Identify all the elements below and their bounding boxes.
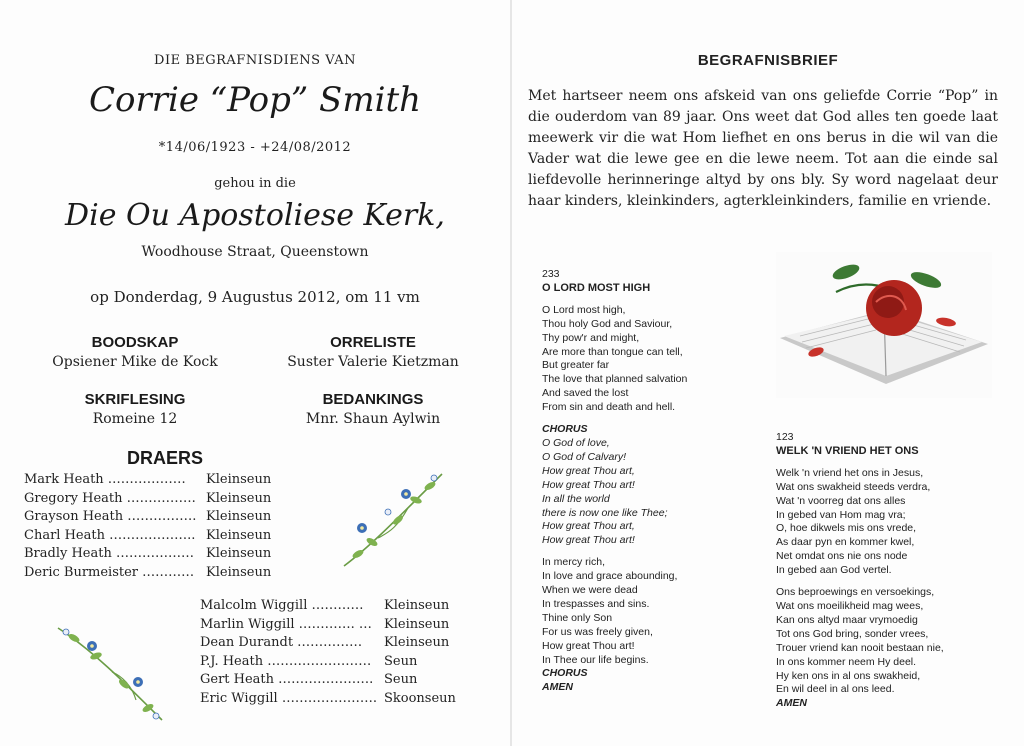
hymn-line: Thy pow'r and might, [542, 331, 640, 344]
rose-on-bible-icon [776, 252, 992, 398]
bearer-relation: Seun [384, 653, 418, 669]
letter-body: Met hartseer neem ons afskeid van ons geliefde Corrie “Pop” in die ouderdom van 89 jaar. Ons weet dat God alles ten goede laat meewerk vir die wat Hom liefhet en ons berus in die wil van die Vader wat die lewe gee en die lewe neem. Tot aan die einde sal liefdevolle herinneringe altyd by ons bly. Sy word nagelaat deur haar kinders, kleinkinders, agterkleinkinders, familie en vriende. [528, 88, 998, 209]
held-in-text: gehou in die [214, 176, 296, 191]
amen-label: AMEN [542, 681, 573, 694]
hymn-title: WELK 'N VRIEND HET ONS [776, 444, 919, 457]
hymn-number: 233 [542, 268, 560, 280]
hymn-line: O God of love, [542, 436, 610, 449]
hymn-line: Wat ons swakheid steeds verdra, [776, 480, 931, 493]
hymn-233 [542, 268, 687, 695]
bearer-row [200, 654, 456, 673]
hymn-line: When we were dead [542, 584, 638, 597]
hymn-line: In love and grace abounding, [542, 570, 678, 583]
bearer-relation: Kleinseun [206, 546, 272, 561]
bearer-relation: Kleinseun [206, 527, 272, 543]
role-title: ORRELISTE [330, 334, 416, 351]
hymn-line: And saved the lost [542, 387, 629, 400]
church-name: Die Ou Apostoliese Kerk, [65, 198, 445, 233]
hymn-line: O God of Calvary! [542, 450, 627, 463]
bearer-row [200, 672, 456, 691]
role-scripture [20, 391, 250, 427]
deceased-name: Corrie “Pop” Smith [88, 80, 422, 120]
bearer-row [24, 565, 271, 584]
bearer-relation: Seun [384, 672, 418, 687]
hymn-line: Kan ons altyd maar vrymoedig [776, 613, 918, 626]
hymn-line: As daar pyn en kommer kwel, [776, 536, 915, 549]
bearer-row [200, 598, 456, 617]
hymn-line: In trespasses and sins. [542, 597, 650, 610]
hymn-line: In ons kommer neem Hy deel. [776, 655, 917, 668]
bearer-relation: Kleinseun [206, 472, 272, 487]
bearer-row [24, 472, 271, 491]
bearer-name: Dean Durandt …………… [200, 635, 363, 650]
hymn-line: Net omdat ons nie ons node [776, 550, 908, 563]
hymn-123 [776, 431, 944, 711]
hymn-line: How great Thou art, [542, 520, 635, 533]
bearer-name: Mark Heath ……………… [24, 472, 186, 487]
hymn-line: In mercy rich, [542, 556, 606, 569]
role-value: Suster Valerie Kietzman [287, 354, 459, 370]
hymn-line: The love that planned salvation [542, 373, 688, 386]
bearer-name: Deric Burmeister ………… [24, 564, 195, 580]
bearer-row [200, 635, 456, 654]
bearer-name: Malcolm Wiggill ………… [200, 598, 364, 613]
chorus-label: CHORUS [542, 667, 588, 680]
hymn-line: Are more than tongue can tell, [542, 345, 683, 358]
hymn-line: In Thee our life begins. [542, 653, 649, 666]
hymn-title: O LORD MOST HIGH [542, 281, 651, 294]
hymn-line: Wat ons moeilikheid mag wees, [776, 599, 924, 612]
hymn-line: Tot ons God bring, sonder vrees, [776, 627, 929, 640]
bearer-name: P.J. Heath …………………… [200, 653, 372, 669]
church-address: Woodhouse Straat, Queenstown [141, 244, 369, 260]
bearer-name: Gregory Heath ……………. [24, 490, 196, 506]
bearer-row [200, 617, 456, 636]
flower-sprig-icon [338, 468, 450, 572]
role-thanks [258, 391, 488, 427]
hymn-line: Thou holy God and Saviour, [542, 317, 673, 330]
bearers-list-left [24, 472, 271, 583]
bearer-relation: Skoonseun [384, 690, 456, 706]
hymn-line: From sin and death and hell. [542, 401, 676, 414]
bearer-relation: Kleinseun [206, 490, 272, 506]
chorus-label: CHORUS [542, 423, 588, 436]
hymn-line: Wat 'n voorreg dat ons alles [776, 494, 906, 507]
bearer-row [24, 546, 271, 565]
bearer-name: Bradly Heath ……………… [24, 546, 194, 561]
bearer-relation: Kleinseun [384, 598, 450, 613]
service-heading: DIE BEGRAFNISDIENS VAN [154, 53, 356, 68]
role-value: Opsiener Mike de Kock [52, 354, 218, 370]
bearer-row [24, 491, 271, 510]
hymn-line: Welk 'n vriend het ons in Jesus, [776, 466, 924, 479]
role-value: Romeine 12 [92, 411, 178, 427]
bearers-title: DRAERS [126, 448, 203, 468]
service-datetime: op Donderdag, 9 Augustus 2012, om 11 vm [90, 288, 420, 306]
hymn-line: there is now one like Thee; [542, 506, 668, 519]
letter-title: BEGRAFNISBRIEF [697, 52, 839, 69]
bearers-list-right [200, 598, 456, 709]
hymn-line: In gebed van Hom mag vra; [776, 508, 906, 521]
hymn-line: How great Thou art! [542, 639, 635, 652]
hymn-line: In gebed aan God vertel. [776, 564, 892, 577]
role-organist [258, 334, 488, 370]
hymn-line: For us was freely given, [542, 625, 653, 638]
hymn-line: How great Thou art, [542, 464, 635, 477]
hymn-line: But greater far [542, 359, 610, 372]
bearer-row [24, 509, 271, 528]
hymn-line: O, hoe dikwels mis ons vrede, [776, 522, 917, 535]
life-dates: *14/06/1923 - +24/08/2012 [158, 140, 352, 155]
bearer-relation: Kleinseun [384, 616, 450, 632]
hymn-line: Trouer vriend kan nooit bestaan nie, [776, 641, 944, 654]
role-title: BEDANKINGS [322, 391, 424, 408]
bearer-name: Grayson Heath ……………. [24, 509, 197, 524]
role-value: Mnr. Shaun Aylwin [305, 411, 441, 427]
page-fold [510, 0, 512, 746]
hymn-line: How great Thou art! [542, 478, 635, 491]
hymn-line: Ons beproewings en versoekings, [776, 586, 935, 599]
bearer-name: Eric Wiggill …………………. [200, 690, 377, 706]
hymn-line: How great Thou art! [542, 534, 635, 547]
role-message [20, 334, 250, 370]
flower-sprig-icon [52, 620, 170, 726]
hymn-line: En wil deel in al ons leed. [776, 683, 895, 696]
bearer-name: Charl Heath ……………….. [24, 527, 196, 543]
hymn-line: In all the world [542, 492, 610, 505]
amen-label: AMEN [776, 697, 807, 710]
bearer-row [200, 691, 456, 710]
bearer-name: Marlin Wiggill …………. … [200, 616, 372, 632]
hymn-line: Thine only Son [542, 611, 613, 624]
role-title: BOODSKAP [91, 334, 179, 351]
hymn-line: O Lord most high, [542, 303, 626, 316]
bearer-relation: Kleinseun [206, 509, 272, 524]
hymn-line: Hy ken ons in al ons swakheid, [776, 669, 921, 682]
bearer-name: Gert Heath …………………. [200, 672, 374, 687]
bearer-relation: Kleinseun [206, 564, 272, 580]
role-title: SKRIFLESING [84, 391, 186, 408]
hymn-number: 123 [776, 431, 794, 443]
bearer-row [24, 528, 271, 547]
bearer-relation: Kleinseun [384, 635, 450, 650]
